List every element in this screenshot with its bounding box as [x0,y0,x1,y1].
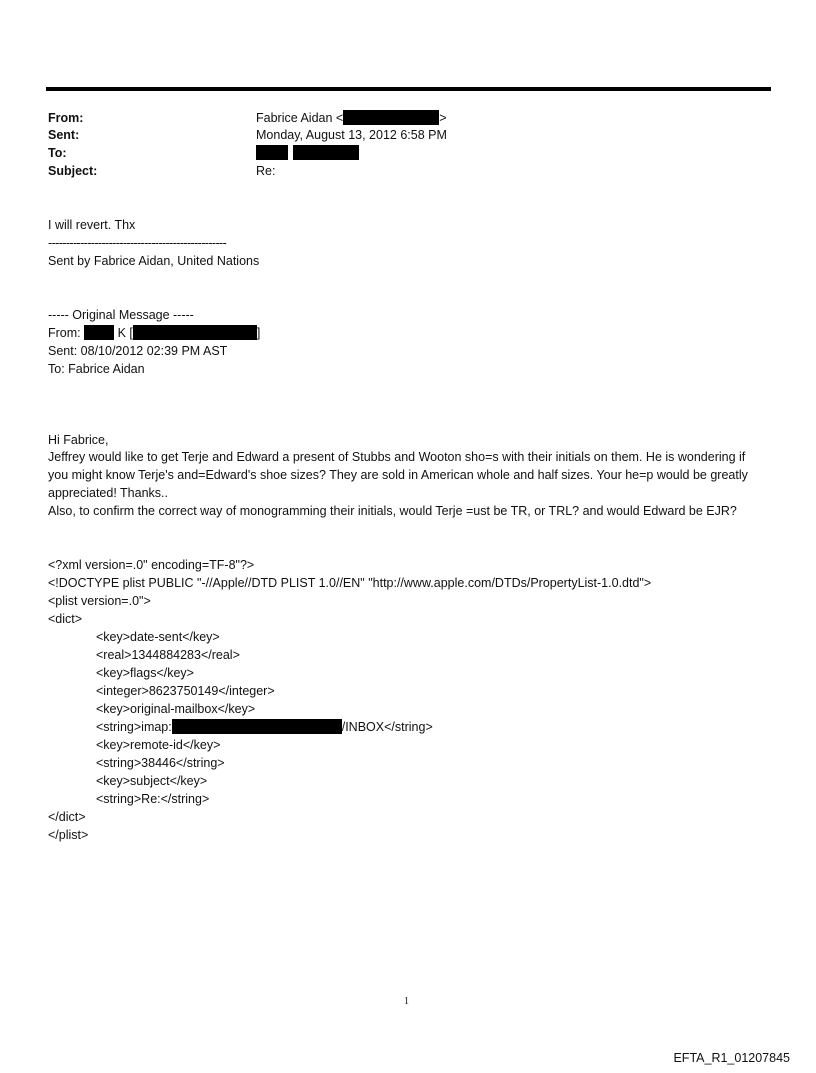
bates-number: EFTA_R1_01207845 [673,1051,790,1065]
redaction-block [343,110,439,125]
header-rule [46,87,771,91]
plist-line: <dict> [48,612,83,626]
original-message-heading: ----- Original Message ----- [48,308,194,322]
plist-line: <!DOCTYPE plist PUBLIC "-//Apple//DTD PLIST 1.0//EN" "http://www.apple.com/DTDs/PropertyList-1.0.dtd"> [48,576,652,590]
plist-mailbox-post: /INBOX</string> [341,720,433,734]
reply-body: I will revert. Thx [48,218,136,232]
subject-value: Re: [256,164,276,178]
from-label: From: [48,111,84,125]
original-sent: Sent: 08/10/2012 02:39 PM AST [48,344,228,358]
plist-line [96,719,433,735]
original-to: To: Fabrice Aidan [48,362,145,376]
page-number: 1 [404,996,409,1007]
plist-line: <?xml version=.0" encoding=TF-8"?> [48,558,255,572]
plist-line: <key>subject</key> [96,774,208,788]
redaction-block [133,325,257,340]
separator-line: -------------------------------------------------- [48,236,227,250]
plist-line: <integer>8623750149</integer> [96,684,275,698]
from-close: > [439,111,447,125]
plist-line: <key>flags</key> [96,666,194,680]
plist-line: </dict> [48,810,86,824]
to-value [256,145,359,161]
plist-line: </plist> [48,828,89,842]
plist-line: <real>1344884283</real> [96,648,240,662]
plist-line: <string>38446</string> [96,756,225,770]
sent-value: Monday, August 13, 2012 6:58 PM [256,128,447,142]
original-from-mid: K [ [117,326,133,340]
plist-line: <plist version=.0"> [48,594,151,608]
redaction-block [172,719,342,734]
signature: Sent by Fabrice Aidan, United Nations [48,254,260,268]
sent-label: Sent: [48,128,80,142]
from-value [256,110,447,126]
plist-line: <key>date-sent</key> [96,630,220,644]
plist-line: <key>remote-id</key> [96,738,221,752]
original-from-prefix: From: [48,326,81,340]
message-paragraph: Jeffrey would like to get Terje and Edward a present of Stubbs and Wooton sho=s with their initials on them. He is wondering if you might know Terje's and=Edward's shoe sizes? They are sold in American whole and half sizes. Your he=p would be greatly appreciated! Thanks.. [48,450,748,500]
plist-line: <string>Re:</string> [96,792,210,806]
original-from-close: ] [256,326,261,340]
plist-line: <key>original-mailbox</key> [96,702,256,716]
greeting: Hi Fabrice, [48,433,109,447]
redaction-block [256,145,288,160]
from-name: Fabrice Aidan < [256,111,344,125]
redaction-block [84,325,114,340]
original-from [48,325,260,341]
message-paragraph: Also, to confirm the correct way of monogramming their initials, would Terje =ust be TR, or TRL? and would Edward be EJR? [48,504,737,518]
redaction-block [293,145,359,160]
to-label: To: [48,146,67,160]
subject-label: Subject: [48,164,98,178]
plist-mailbox-pre: <string>imap: [96,720,172,734]
